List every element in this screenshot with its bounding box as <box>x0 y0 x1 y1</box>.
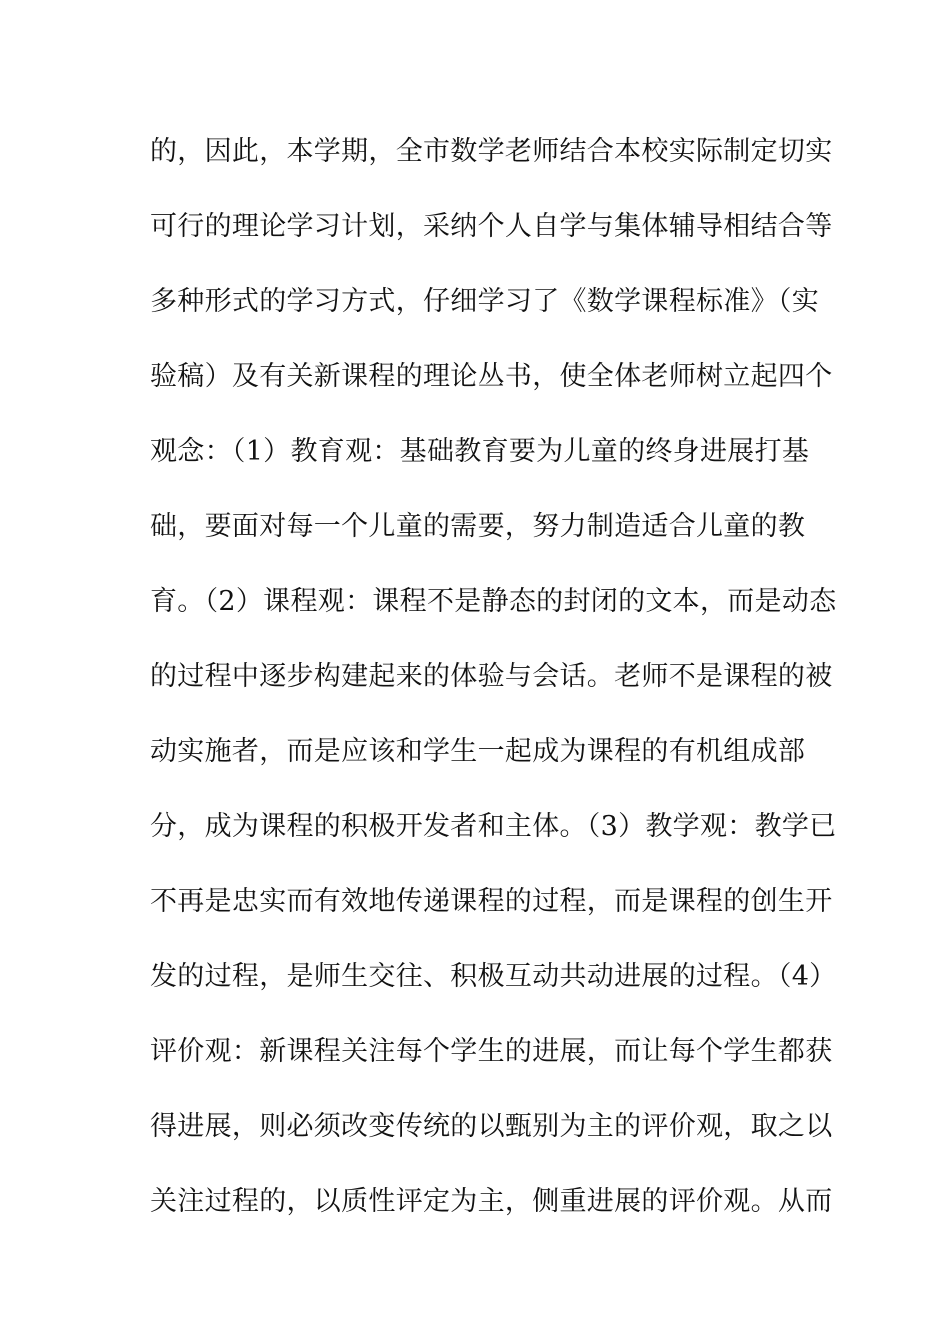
text-line-10: 分，成为课程的积极开发者和主体。（3）教学观：教学已 <box>150 811 837 842</box>
text-line-11: 不再是忠实而有效地传递课程的过程，而是课程的创生开 <box>150 886 833 917</box>
text-line-7: 育。（2）课程观：课程不是静态的封闭的文本，而是动态 <box>150 586 837 617</box>
text-line-13: 评价观：新课程关注每个学生的进展，而让每个学生都获 <box>150 1036 833 1067</box>
body-text <box>150 128 837 1253</box>
text-line-3: 多种形式的学习方式，仔细学习了《数学课程标准》（实 <box>150 286 819 317</box>
text-line-2: 可行的理论学习计划，采纳个人自学与集体辅导相结合等 <box>150 211 833 242</box>
text-line-14: 得进展，则必须改变传统的以甄别为主的评价观，取之以 <box>150 1111 833 1142</box>
text-line-9: 动实施者，而是应该和学生一起成为课程的有机组成部 <box>150 736 806 767</box>
text-line-6: 础，要面对每一个儿童的需要，努力制造适合儿童的教 <box>150 511 806 542</box>
text-line-5: 观念：（1）教育观：基础教育要为儿童的终身进展打基 <box>150 436 810 467</box>
text-line-12: 发的过程，是师生交往、积极互动共动进展的过程。（4） <box>150 961 837 992</box>
text-line-1: 的，因此，本学期，全市数学老师结合本校实际制定切实 <box>150 136 833 167</box>
text-line-8: 的过程中逐步构建起来的体验与会话。老师不是课程的被 <box>150 661 833 692</box>
text-line-15: 关注过程的，以质性评定为主，侧重进展的评价观。从而 <box>150 1186 833 1217</box>
text-line-4: 验稿）及有关新课程的理论丛书，使全体老师树立起四个 <box>150 361 833 392</box>
